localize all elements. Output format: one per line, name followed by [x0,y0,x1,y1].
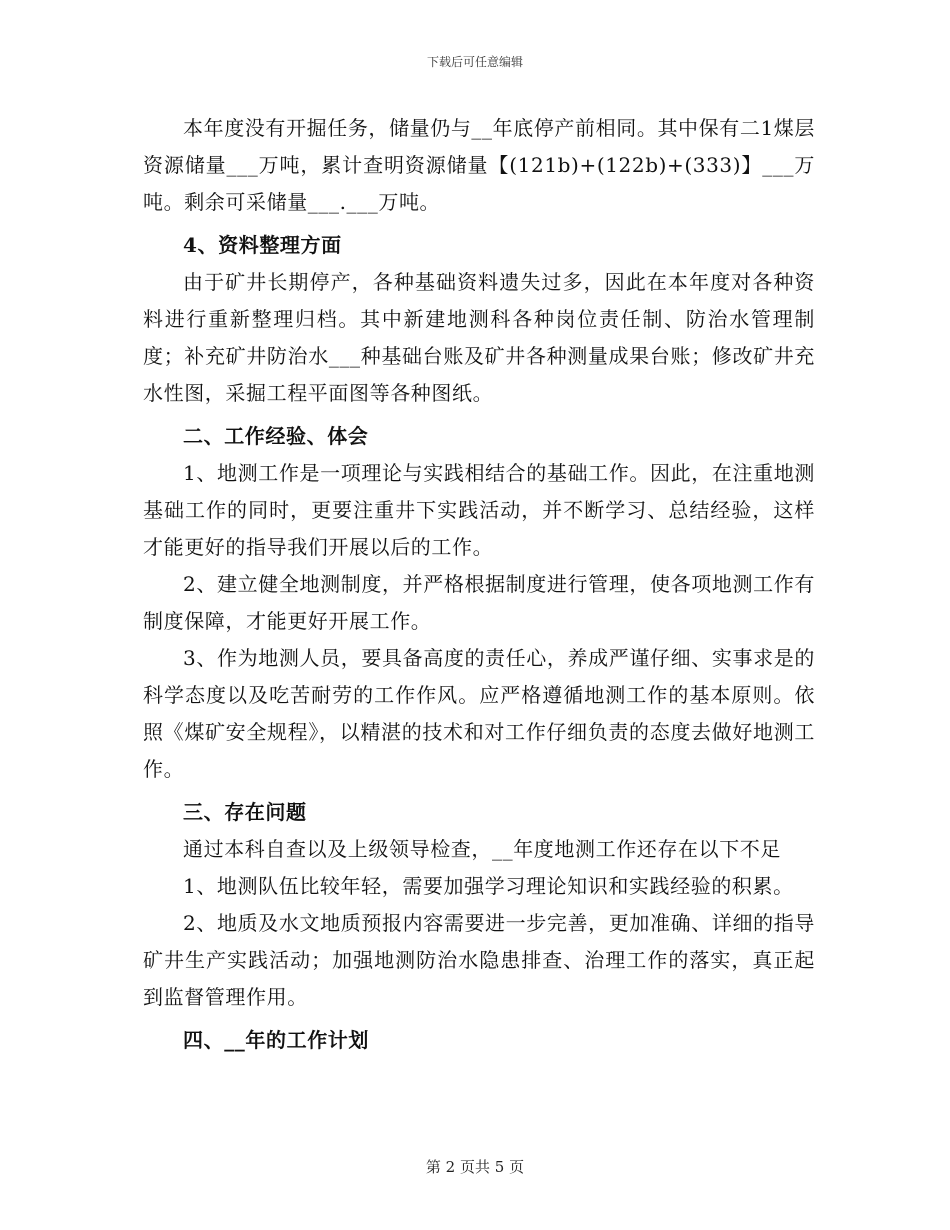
heading-work-plan: 四、__年的工作计划 [183,1028,369,1052]
paragraph-data-organization: 由于矿井长期停产，各种基础资料遗失过多，因此在本年度对各种资料进行重新整理归档。其中新建地测科各种岗位责任制、防治水管理制度；补充矿井防治水___种基础台账及矿井各种测量成果台账；修改矿井充水性图，采掘工程平面图等各种图纸。 [143,270,815,405]
heading-experience: 二、工作经验、体会 [183,424,369,448]
paragraph-problems-1: 1、地测队伍比较年轻，需要加强学习理论知识和实践经验的积累。 [183,874,794,898]
paragraph-reserves: 本年度没有开掘任务，储量仍与__年底停产前相同。其中保有二1煤层资源储量___万吨，累计查明资源储量【(121b)+(122b)+(333)】___万吨。剩余可采储量___.___万吨。 [143,116,815,214]
page-header: 下载后可任意编辑 [426,55,523,69]
paragraph-experience-1: 1、地测工作是一项理论与实践相结合的基础工作。因此，在注重地测基础工作的同时，更要注重井下实践活动，并不断学习、总结经验，这样才能更好的指导我们开展以后的工作。 [143,461,815,559]
heading-data-organization: 4、资料整理方面 [183,233,342,257]
heading-problems: 三、存在问题 [183,800,307,824]
paragraph-problems-intro: 通过本科自查以及上级领导检查，__年度地测工作还存在以下不足 [183,837,781,861]
paragraph-experience-2: 2、建立健全地测制度，并严格根据制度进行管理，使各项地测工作有制度保障，才能更好开展工作。 [143,572,815,633]
document-body [143,110,815,1059]
paragraph-problems-2: 2、地质及水文地质预报内容需要进一步完善，更加准确、详细的指导矿井生产实践活动；加强地测防治水隐患排查、治理工作的落实，真正起到监督管理作用。 [143,911,815,1009]
page-footer: 第 2 页共 5 页 [425,1158,525,1176]
paragraph-experience-3: 3、作为地测人员，要具备高度的责任心，养成严谨仔细、实事求是的科学态度以及吃苦耐劳的工作作风。应严格遵循地测工作的基本原则。依照《煤矿安全规程》，以精湛的技术和对工作仔细负责的态度去做好地测工作。 [143,646,815,781]
